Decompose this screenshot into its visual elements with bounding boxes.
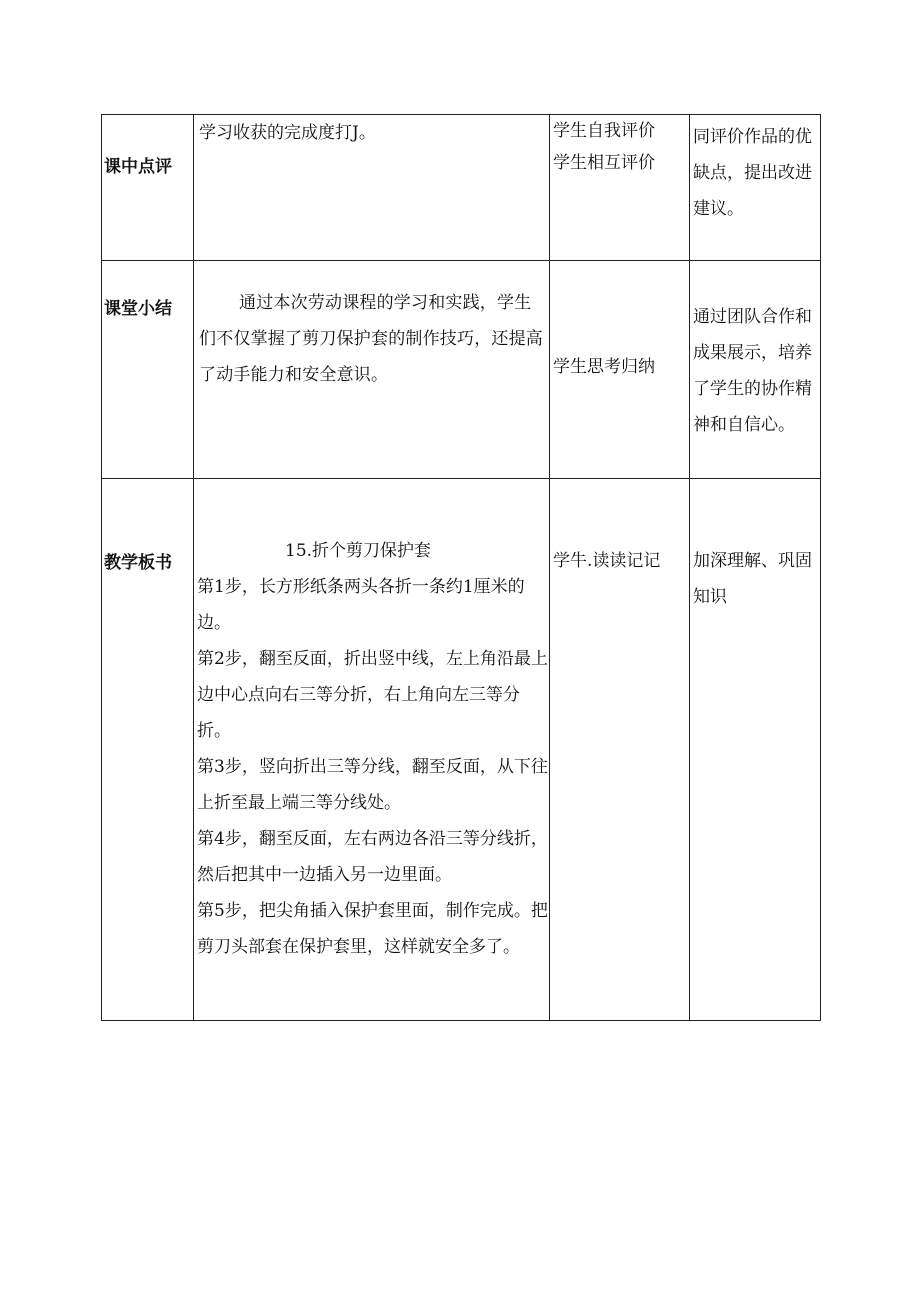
row-label-cell — [102, 261, 194, 479]
table-row — [102, 261, 821, 479]
board-step: 第2步，翻至反面，折出竖中线，左上角沿最上边中心点向右三等分折，右上角向左三等分折。 — [197, 649, 548, 741]
row-label: 课中点评 — [104, 157, 172, 177]
method-cell — [550, 261, 690, 479]
row-label: 课堂小结 — [104, 299, 172, 319]
row-label: 教学板书 — [104, 553, 172, 573]
row-intent: 同评价作品的优缺点，提出改进建议。 — [693, 127, 812, 219]
board-step: 第5步，把尖角插入保护套里面，制作完成。把剪刀头部套在保护套里，这样就安全多了。 — [197, 901, 548, 957]
board-title: 15.折个剪刀保护套 — [285, 541, 432, 561]
row-method: 学生思考归纳 — [553, 357, 655, 377]
method-line: 学生相互评价 — [553, 153, 655, 173]
board-step: 第3步，竖向折出三等分线，翻至反面，从下往上折至最上端三等分线处。 — [197, 757, 548, 813]
row-content: 通过本次劳动课程的学习和实践，学生们不仅掌握了剪刀保护套的制作技巧，还提高了动手能力和安全意识。 — [199, 293, 543, 385]
content-cell — [194, 479, 550, 1021]
row-label-cell — [102, 479, 194, 1021]
content-cell — [194, 115, 550, 261]
content-cell — [194, 261, 550, 479]
method-line: 学生自我评价 — [553, 121, 655, 141]
intent-cell — [690, 261, 821, 479]
method-cell — [550, 115, 690, 261]
row-label-cell — [102, 115, 194, 261]
intent-cell — [690, 479, 821, 1021]
board-step: 第4步，翻至反面，左右两边各沿三等分线折，然后把其中一边插入另一边里面。 — [197, 829, 548, 885]
row-method: 学牛.读读记记 — [553, 551, 661, 571]
lesson-plan-table — [101, 114, 821, 1021]
row-intent: 通过团队合作和成果展示，培养了学生的协作精神和自信心。 — [693, 307, 812, 435]
table-row — [102, 115, 821, 261]
board-step: 第1步，长方形纸条两头各折一条约1厘米的边。 — [197, 577, 525, 633]
row-intent: 加深理解、巩固知识 — [693, 551, 812, 607]
blackboard-content — [194, 533, 549, 965]
method-cell — [550, 479, 690, 1021]
intent-cell — [690, 115, 821, 261]
table-row — [102, 479, 821, 1021]
row-content: 学习收获的完成度打J。 — [199, 123, 376, 143]
